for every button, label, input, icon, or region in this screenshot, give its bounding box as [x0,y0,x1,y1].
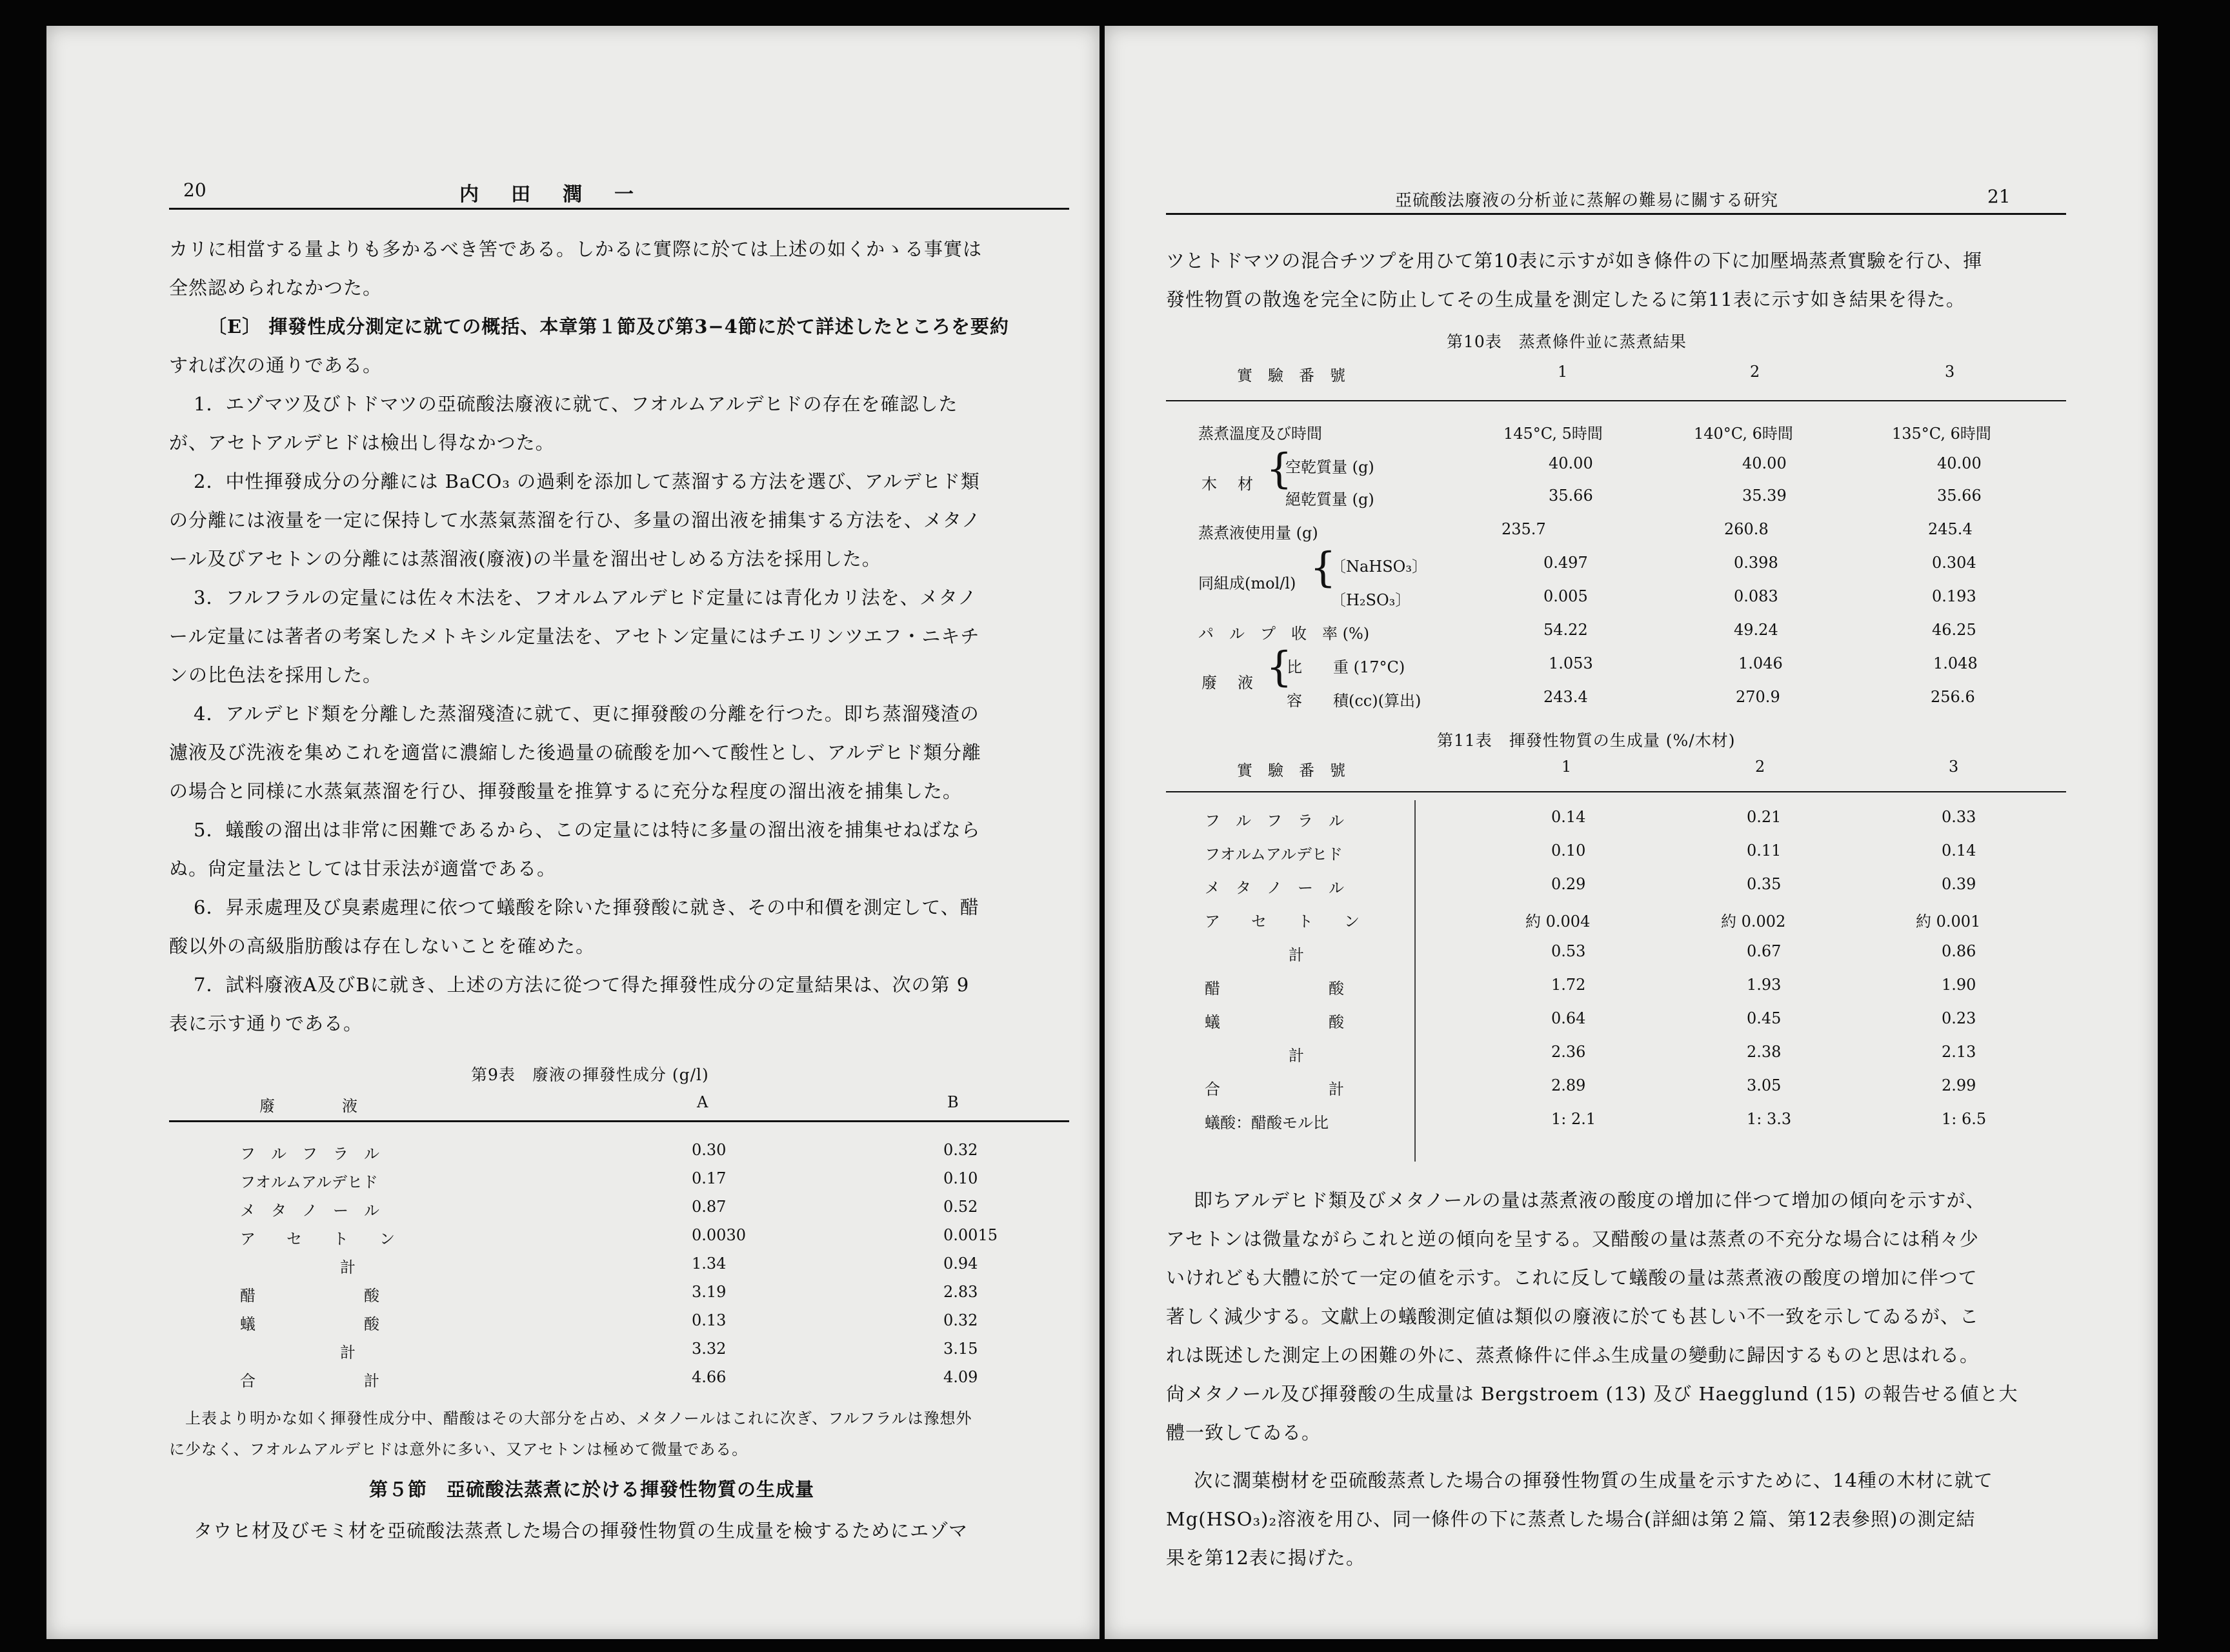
text-line: 全然認められなかつた。 [169,277,383,299]
table10-cell: 270.9 [1736,688,1780,706]
table10-rule [1166,400,2066,401]
table11-row-label: 蟻酸：醋酸モル比 [1205,1114,1329,1132]
text-line: 6．昇汞處理及び臭素處理に依つて蟻酸を除いた揮發酸に就き、その中和價を測定して、醋 [194,896,979,918]
table11-cell: 1: 2.1 [1551,1110,1596,1128]
text-line: 著しく減少する。文獻上の蟻酸測定値は類似の廢液に於ても甚しい不一致を示してゐるが、こ [1166,1305,1980,1327]
table10-cell: 49.24 [1734,621,1778,639]
text-line: 次に濶葉樹材を亞硫酸蒸煮した場合の揮發性物質の生成量を示すために、14種の木材に就て [1194,1469,1993,1491]
table10-group-label: 木 材 [1201,475,1256,493]
brace-icon: { [1310,544,1336,592]
table9-cell: 0.13 [692,1311,727,1329]
table9-cell: 0.17 [692,1169,727,1187]
table9-header: A [697,1093,708,1111]
text-line: カリに相當する量よりも多かるべき筈である。しかるに實際に於ては上述の如くかゝる事實は [169,238,983,260]
table9-cell: 0.10 [943,1169,978,1187]
table9-note: に少なく、フオルムアルデヒドは意外に多い、又アセトンは極めて微量である。 [169,1440,748,1458]
table10-cell: 46.25 [1932,621,1976,639]
text-line: の場合と同様に水蒸氣蒸溜を行ひ、揮發酸量を推算するに充分な程度の溜出液を捕集した。 [169,780,962,802]
table11-row-label: メ タ ノ ー ル [1205,879,1344,897]
text-line: 1．エゾマツ及びトドマツの亞硫酸法廢液に就て、フオルムアルデヒドの存在を確認した [194,393,958,415]
table10-header: 2 [1750,363,1760,381]
table10-row-label: 蒸煮液使用量 (g) [1198,524,1318,542]
table11-cell: 0.11 [1747,841,1782,860]
running-title: 亞硫酸法廢液の分析並に蒸解の難易に關する研究 [1395,191,1779,210]
table10-row-label: 絕乾質量 (g) [1285,490,1374,509]
table10-row-label: 空乾質量 (g) [1285,458,1374,476]
table9-row-label: メ タ ノ ー ル [240,1202,379,1220]
table10-cell: 40.00 [1549,454,1593,472]
table10-cell: 0.193 [1932,587,1976,605]
table9-note: 上表より明かな如く揮發性成分中、醋酸はその大部分を占め、メタノールはこれに次ぎ、フルフラルは豫想外 [185,1409,972,1427]
table9-cell: 0.94 [943,1254,978,1273]
table11-cell: 0.64 [1551,1009,1586,1027]
text-line: 發性物質の散逸を完全に防止してその生成量を測定したるに第11表に示す如き結果を得た。 [1166,288,1965,310]
table9-row-label: 醋 酸 [240,1287,379,1305]
table9-row-label: ア セ ト ン [240,1230,395,1248]
text-line: 5．蟻酸の溜出は非常に困難であるから、この定量には特に多量の溜出液を捕集せねばなら [194,819,981,841]
header-rule [1166,213,2066,215]
table11-rule [1166,791,2066,792]
text-line: アセトンは微量ながらこれと逆の傾向を呈する。又醋酸の量は蒸煮の不充分な場合には稍々少 [1166,1228,1979,1250]
table10-cell: 0.497 [1543,554,1588,572]
text-line: ール及びアセトンの分離には蒸溜液(廢液)の半量を溜出せしめる方法を採用した。 [169,548,881,570]
header-rule [169,208,1069,210]
text-line: 〔E〕 揮發性成分測定に就ての概括、本章第１節及び第3−4節に於て詳述したところを要約 [208,316,1009,337]
table11-header: 實 驗 番 號 [1237,761,1345,780]
text-line: の分離には液量を一定に保持して水蒸氣蒸溜を行ひ、多量の溜出液を捕集する方法を、メタノ [169,509,981,531]
table9-cell: 1.34 [692,1254,727,1273]
table11-cell: 0.45 [1747,1009,1782,1027]
page-number: 21 [1987,186,2011,207]
table11-cell: 0.67 [1747,942,1782,960]
table10-cell: 140°C, 6時間 [1694,425,1793,443]
table9-cell: 4.09 [943,1368,978,1386]
table11-cell: 1: 3.3 [1747,1110,1792,1128]
text-line: Mg(HSO₃)₂溶液を用ひ、同一條件の下に蒸煮した場合(詳細は第２篇、第12表參照)の測定結 [1166,1508,1976,1530]
table10-row-label: 比 重 (17°C) [1287,658,1405,676]
table11-row-label: 醋 酸 [1205,980,1344,998]
table11-cell: 2.36 [1551,1043,1586,1061]
table10-header: 1 [1558,363,1568,381]
text-line: 體一致してゐる。 [1166,1422,1321,1444]
page-author: 内 田 潤 一 [459,183,640,206]
text-line: ツとトドマツの混合チツプを用ひて第10表に示すが如き條件の下に加壓堝蒸煮實驗を行ひ、揮 [1166,250,1983,272]
table11-cell: 1: 6.5 [1942,1110,1987,1128]
table11-header: 2 [1755,758,1765,776]
table11-row-label: フ ル フ ラ ル [1205,812,1344,830]
table10-cell: 40.00 [1937,454,1982,472]
text-line: 尙メタノール及び揮發酸の生成量は Bergstroem (13) 及び Haegglund (15) の報告せる値と大 [1166,1383,2018,1405]
table11-cell: 0.39 [1942,875,1976,893]
table10-cell: 243.4 [1543,688,1588,706]
table11-cell: 0.33 [1942,808,1976,826]
table11-cell: 2.89 [1551,1076,1586,1094]
table11-cell: 約 0.002 [1721,912,1786,931]
table10-row-label: 蒸煮溫度及び時間 [1198,425,1322,443]
table10-cell: 35.66 [1549,487,1593,505]
table9-cell: 4.66 [692,1368,727,1386]
table9-cell: 0.0030 [692,1226,746,1244]
text-line: 7．試料廢液A及びBに就き、上述の方法に從つて得た揮發性成分の定量結果は、次の第 9 [194,974,970,996]
table9-cell: 2.83 [943,1283,978,1301]
text-line: ぬ。尙定量法としては甘汞法が適當である。 [169,858,557,880]
table10-group-label: 同組成(mol/l) [1198,574,1296,592]
table9-row-label: フオルムアルデヒド [240,1173,378,1191]
table11-cell: 1.90 [1942,976,1976,994]
table11-cell: 0.29 [1551,875,1586,893]
table9-row-label: 計 [340,1258,356,1276]
table10-caption: 第10表 蒸煮條件並に蒸煮結果 [1447,332,1687,351]
table11-row-label: フオルムアルデヒド [1205,845,1343,863]
text-line: すれば次の通りである。 [169,354,383,376]
table11-cell: 0.21 [1747,808,1782,826]
table10-cell: 256.6 [1931,688,1975,706]
page-number: 20 [183,179,206,201]
table10-cell: 1.053 [1549,654,1593,672]
table10-cell: 0.398 [1734,554,1778,572]
table9-caption: 第9表 廢液の揮發性成分 (g/l) [471,1065,709,1084]
table11-cell: 1.93 [1747,976,1782,994]
table9-cell: 3.19 [692,1283,727,1301]
table10-row-label: 〔NaHSO₃〕 [1331,558,1427,576]
text-line: 2．中性揮發成分の分離には BaCO₃ の過剩を添加して蒸溜する方法を選び、アルデヒド類 [194,470,980,492]
text-line: 酸以外の高級脂肪酸は存在しないことを確めた。 [169,935,596,957]
section-title: 第５節 亞硫酸法蒸煮に於ける揮發性物質の生成量 [369,1478,815,1500]
table9-row-label: 計 [340,1344,356,1362]
table10-group-label: 廢 液 [1201,674,1256,692]
table10-cell: 0.304 [1932,554,1976,572]
table10-cell: 260.8 [1724,520,1769,538]
table11-cell: 2.99 [1942,1076,1976,1094]
text-line: 3．フルフラルの定量には佐々木法を、フオルムアルデヒド定量には青化カリ法を、メタノ [194,587,977,609]
table11-cell: 0.10 [1551,841,1586,860]
table11-cell: 2.38 [1747,1043,1782,1061]
table10-header: 3 [1945,363,1955,381]
table10-cell: 54.22 [1543,621,1588,639]
table10-cell: 145°C, 5時間 [1503,425,1603,443]
table9-row-label: 蟻 酸 [240,1315,379,1333]
table9-row-label: フ ル フ ラ ル [240,1145,379,1163]
table10-cell: 245.4 [1928,520,1973,538]
table11-row-label: 蟻 酸 [1205,1013,1344,1031]
text-line: 4．アルデヒド類を分離した蒸溜殘渣に就て、更に揮發酸の分離を行つた。即ち蒸溜殘渣の [194,703,979,725]
right-page [1105,26,2158,1639]
table10-cell: 235.7 [1502,520,1546,538]
table9-header: B [947,1093,959,1111]
table10-cell: 0.083 [1734,587,1778,605]
table11-row-label: 合 計 [1205,1080,1344,1098]
table10-row-label: パ ル プ 收 率 (%) [1198,625,1370,643]
table11-row-label: 計 [1289,946,1304,964]
brace-icon: { [1266,643,1292,691]
table10-cell: 35.66 [1937,487,1982,505]
text-line: ール定量には著者の考案したメトキシル定量法を、アセトン定量にはチエリンツエフ・ニキチ [169,625,980,647]
table11-cell: 0.86 [1942,942,1976,960]
table10-cell: 40.00 [1742,454,1787,472]
text-line: ンの比色法を採用した。 [169,664,383,686]
table11-cell: 1.72 [1551,976,1586,994]
table10-row-label: 容 積(cc)(算出) [1287,692,1421,710]
table11-cell: 約 0.001 [1916,912,1981,931]
table9-cell: 0.32 [943,1311,978,1329]
table11-cell: 約 0.004 [1525,912,1591,931]
table11-cell: 0.53 [1551,942,1586,960]
table10-cell: 1.048 [1933,654,1978,672]
table9-cell: 3.32 [692,1340,727,1358]
table10-header: 實 驗 番 號 [1237,367,1345,385]
text-line: れは既述した測定上の困難の外に、蒸煮條件に伴ふ生成量の變動に歸因するものと思はれる。 [1166,1344,1980,1366]
text-line: 果を第12表に揭げた。 [1166,1547,1365,1569]
text-line: いけれども大體に於て一定の値を示す。これに反して蟻酸の量は蒸煮液の酸度の增加に伴つて [1166,1267,1978,1289]
table10-row-label: 〔H₂SO₃〕 [1331,591,1411,609]
text-line: タウヒ材及びモミ材を亞硫酸法蒸煮した場合の揮發性物質の生成量を檢するためにエゾマ [194,1520,969,1542]
table10-cell: 35.39 [1742,487,1787,505]
table11-cell: 0.23 [1942,1009,1976,1027]
left-page [46,26,1100,1639]
table11-cell: 0.14 [1551,808,1586,826]
table10-cell: 135°C, 6時間 [1892,425,1991,443]
table10-cell: 0.005 [1543,587,1588,605]
table11-cell: 0.35 [1747,875,1782,893]
text-line: が、アセトアルデヒドは檢出し得なかつた。 [169,432,555,454]
table11-divider [1414,800,1416,1162]
table9-cell: 0.30 [692,1141,727,1159]
table9-cell: 0.52 [943,1198,978,1216]
brace-icon: { [1266,445,1292,493]
table9-rule [169,1120,1069,1122]
table11-header: 1 [1562,758,1572,776]
table9-cell: 3.15 [943,1340,978,1358]
table11-row-label: 計 [1289,1047,1304,1065]
table11-cell: 0.14 [1942,841,1976,860]
text-line: 表に示す通りである。 [169,1012,363,1034]
table11-header: 3 [1949,758,1959,776]
text-line: 濾液及び洗液を集めこれを適當に濃縮した後過量の硫酸を加へて酸性とし、アルデヒド類分離 [169,741,981,763]
table11-cell: 3.05 [1747,1076,1782,1094]
table9-cell: 0.32 [943,1141,978,1159]
table9-cell: 0.0015 [943,1226,998,1244]
table9-cell: 0.87 [692,1198,727,1216]
table9-row-label: 合 計 [240,1372,379,1390]
table11-row-label: ア セ ト ン [1205,912,1360,931]
table11-caption: 第11表 揮發性物質の生成量 (%/木材) [1437,731,1736,750]
text-line: 即ちアルデヒド類及びメタノールの量は蒸煮液の酸度の增加に伴つて增加の傾向を示すが、 [1194,1189,1985,1211]
table11-cell: 2.13 [1942,1043,1976,1061]
table10-cell: 1.046 [1738,654,1783,672]
table9-header: 廢 液 [259,1097,363,1115]
